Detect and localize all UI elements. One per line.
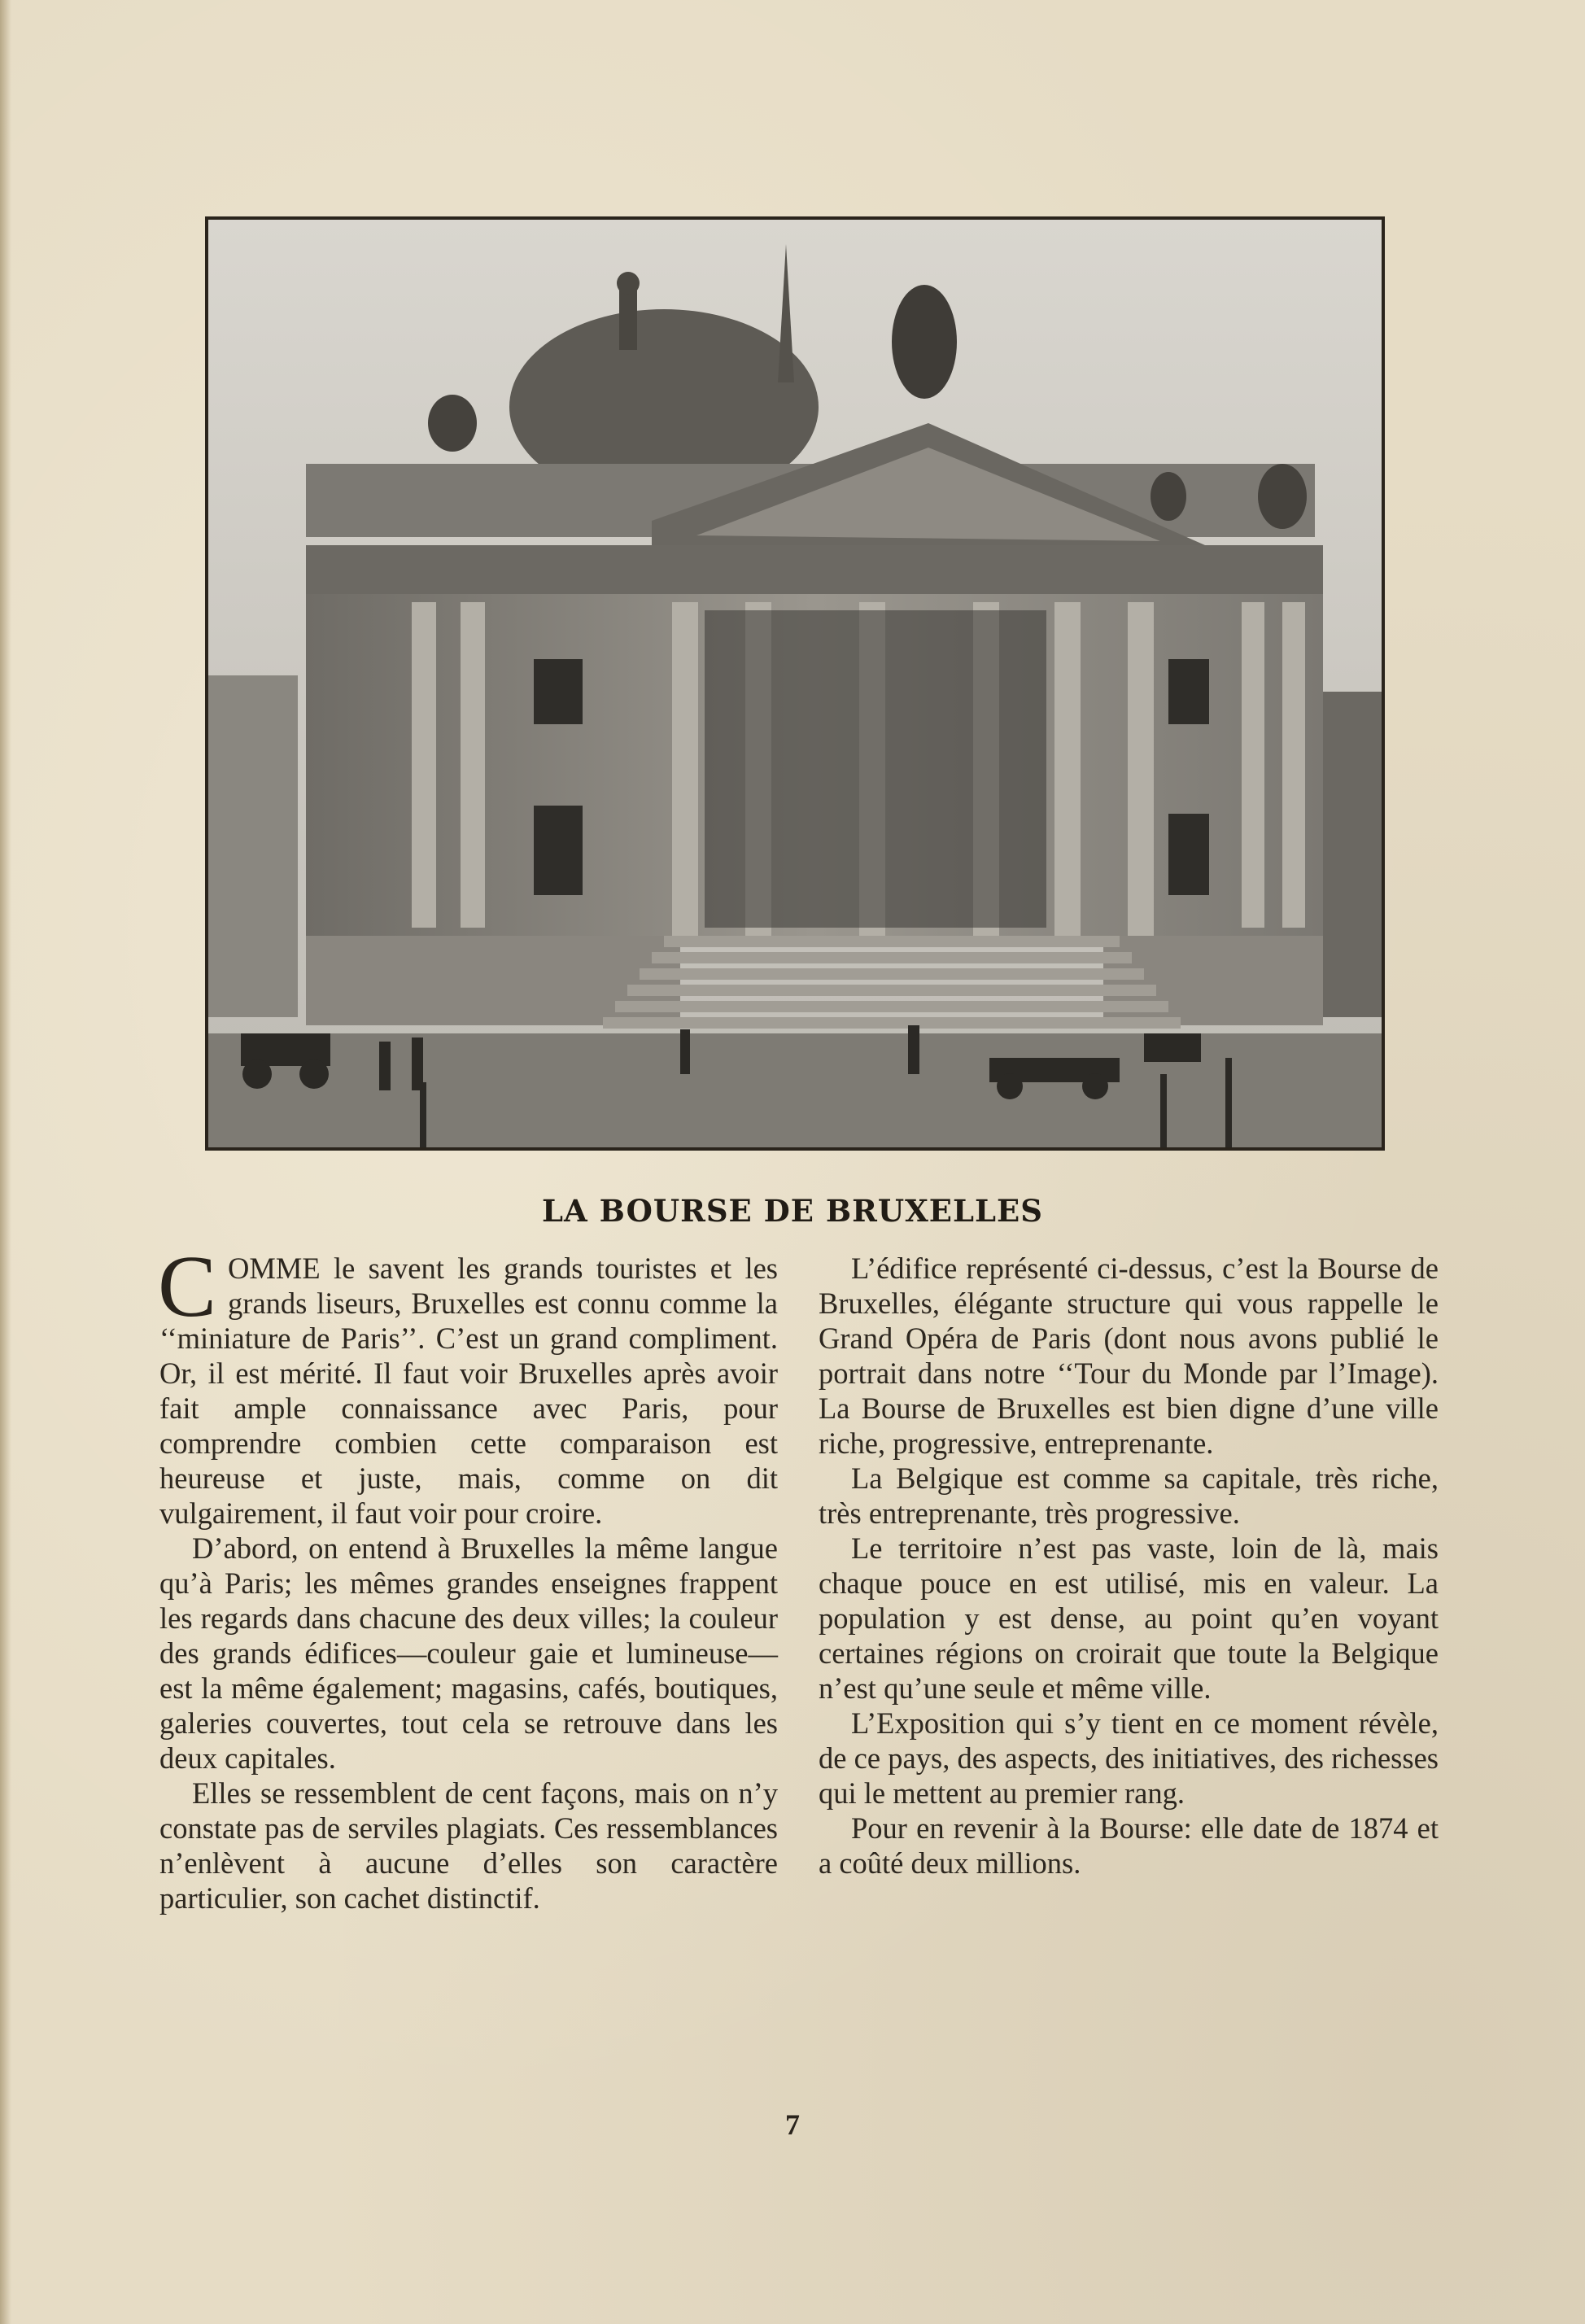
paragraph: D’abord, on entend à Bruxelles la même langue qu’à Paris; les mêmes grandes enseignes frappent les regards dans chacune des deux villes; la couleur des grands édifices—couleur gaie et lumineuse—est la même également; magasins, cafés, boutiques, galeries couvertes, tout cela se retrouve dans les deux capitales. [159, 1531, 778, 1775]
paragraph: L’Exposition qui s’y tient en ce moment révèle, de ce pays, des aspects, des initiatives, des richesses qui le mettent au premier rang. [819, 1706, 1439, 1810]
paragraph [158, 1238, 778, 1531]
page-edge-shadow [0, 0, 11, 2324]
bourse-photograph [205, 216, 1385, 1151]
page-number: 7 [785, 2108, 800, 2141]
right-column [819, 1251, 1439, 1881]
paragraph-text: le savent les grands touristes et les grands liseurs, Bruxelles est connu comme la ‘‘miniature de Paris’’. C’est un grand compliment. Or, il est mérité. Il faut voir Bruxelles après avoir fait ample connaissance avec Paris, pour comprendre combien cette comparaison est heureuse et juste, mais, comme on dit vulgairement, il faut voir pour croire. [159, 1252, 778, 1530]
left-column [158, 1238, 778, 1916]
paragraph: Le territoire n’est pas vaste, loin de là, mais chaque pouce en est utilisé, mis en valeur. La population y est dense, au point qu’en voyant certaines régions on croirait que toute la Belgique n’est qu’une seule et même ville. [819, 1531, 1439, 1705]
paragraph: Pour en revenir à la Bourse: elle date de 1874 et a coûté deux millions. [819, 1811, 1439, 1880]
paragraph: L’édifice représenté ci-dessus, c’est la Bourse de Bruxelles, élégante structure qui vous rappelle le Grand Opéra de Paris (dont nous avons publié le portrait dans notre ‘‘Tour du Monde par l’Image). La Bourse de Bruxelles est bien digne d’une ville riche, progressive, entreprenante. [819, 1252, 1439, 1460]
paragraph: Elles se ressemblent de cent façons, mais on n’y constate pas de serviles plagiats. Ces ressemblances n’enlèvent à aucune d’elles son caractère particulier, son cachet distinctif. [159, 1776, 778, 1915]
article-title: LA BOURSE DE BRUXELLES [542, 1193, 1043, 1229]
drop-cap: C [158, 1238, 217, 1335]
first-word: OMME [228, 1252, 321, 1285]
paragraph: La Belgique est comme sa capitale, très riche, très entreprenante, très progressive. [819, 1461, 1439, 1530]
